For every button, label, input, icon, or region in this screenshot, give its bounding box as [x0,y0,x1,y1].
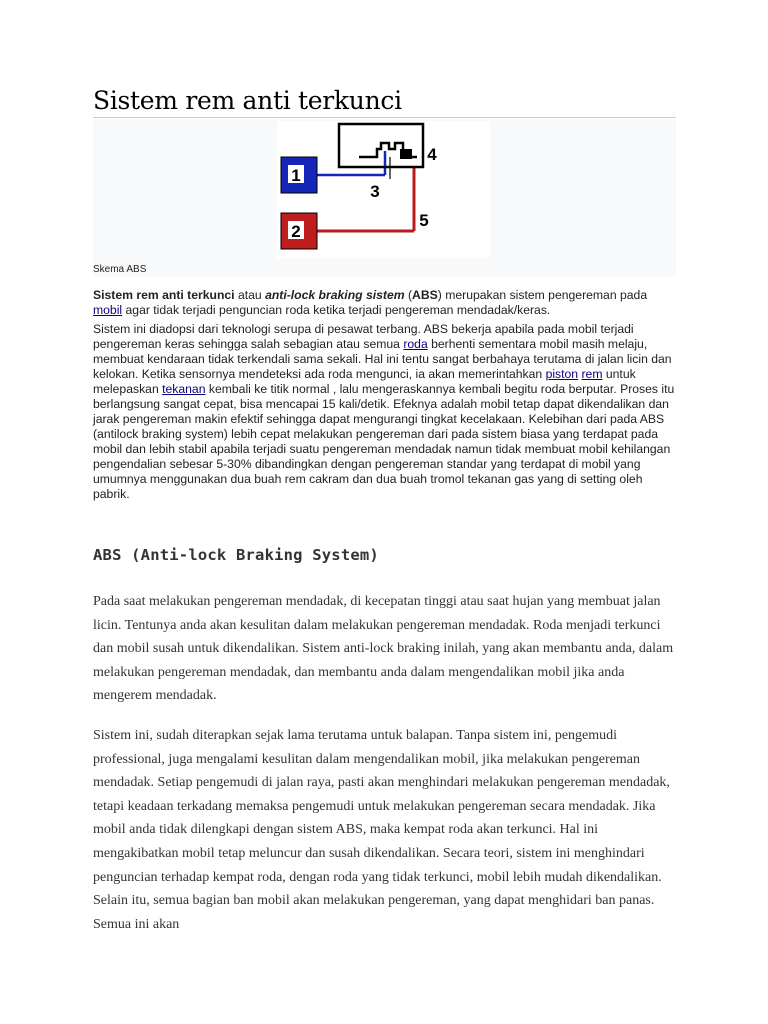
alt-term: anti-lock braking sistem [265,288,405,302]
link-piston[interactable]: piston [545,367,579,381]
text-span: berhenti sementara mobil masih melaju, membuat kendaraan tidak terkendali sama sekali. Hal ini tentu sangat berbahaya terutama di jalan licin dan kelokan. Ketika sensornya mendeteksi ada roda mengunci, ia akan memerintahkan [93,337,672,381]
title-divider [93,117,676,118]
diagram-label-2: 2 [291,222,301,241]
intro-paragraph [93,288,676,318]
text-span: ) merupakan sistem pengereman pada [437,288,648,302]
text-span: ( [404,288,413,302]
diagram-label-4: 4 [427,145,437,164]
link-rem[interactable]: rem [581,367,603,381]
text-span: Sistem ini diadopsi dari teknologi serupa di pesawat terbang. ABS bekerja apabila pada mobil terjadi pengereman keras sehingga salah sebagian atau semua [93,322,634,351]
figure-caption: Skema ABS [93,264,147,275]
abs-figure [93,119,676,277]
link-mobil[interactable]: mobil [93,303,123,317]
body-paragraph [93,322,676,502]
abs-schematic-diagram [277,121,490,258]
article-title: Sistem rem anti terkunci [93,86,402,115]
section-heading: ABS (Anti-lock Braking System) [93,546,379,564]
text-span: atau [234,288,266,302]
link-roda[interactable]: roda [403,337,428,351]
bold-term: Sistem rem anti terkunci [93,288,235,302]
link-tekanan[interactable]: tekanan [162,382,206,396]
diagram-label-1: 1 [291,166,301,185]
abbr-term: ABS [412,288,438,302]
blog-paragraph-2: Sistem ini, sudah diterapkan sejak lama terutama untuk balapan. Tanpa sistem ini, pengemudi professional, juga mengalami kesulitan dalam mengendalikan mobil, jika melakukan pengereman mendadak. Setiap pengemudi di jalan raya, pasti akan menghindari melakukan pengereman mendadak, tetapi keadaan terkadang memaksa pengemudi untuk melakukan pengereman secara mendadak. Jika mobil anda tidak dilengkapi dengan sistem ABS, maka kempat roda akan terkunci. Hal ini mengakibatkan mobil tetap meluncur dan susah dikendalikan. Secara teori, sistem ini menghindari penguncian terhadap kempat roda, dengan roda yang tidak terkunci, mobil lebih mudah dikendalikan. Selain itu, semua bagian ban mobil akan melakukan pengereman, yang dapat menghidari ban panas. Semua ini akan [93,728,670,932]
text-span: kembali ke titik normal , lalu mengeraskannya kembali begitu roda berputar. Proses itu berlangsung sangat cepat, bisa mencapai 15 kali/detik. Efeknya adalah mobil tetap dapat dikendalikan dan jarak pengereman makin efektif sehingga dapat mengurangi tingkat kecelakaan. Kelebihan dari pada ABS (antilock braking system) lebih cepat melakukan pengereman dari pada sistem biasa yang terdapat pada mobil dan lebih stabil apabila terjadi suatu pengereman mendadak namun tidak membuat mobil kehilangan pengendalian sebesar 5-30% dibandingkan dengan pengereman standar yang terdapat di mobil yang umumnya menggunakan dua buah rem cakram dan dua buah tromol tekanan gas yang di setting oleh pabrik. [93,382,675,501]
blog-paragraph-1: Pada saat melakukan pengereman mendadak, di kecepatan tinggi atau saat hujan yang membuat jalan licin. Tentunya anda akan kesulitan dalam melakukan pengereman mendadak. Roda menjadi terkunci dan mobil susah untuk dikendalikan. Sistem anti-lock braking inilah, yang akan membantu anda, dalam melakukan pengereman mendadak, dan membantu anda dalam mengendalikan mobil jika anda mengerem mendadak. [93,594,674,704]
diagram-label-3: 3 [370,182,380,201]
text-span: agar tidak terjadi penguncian roda ketika terjadi pengereman mendadak/keras. [122,303,551,317]
text-span: untuk melepaskan [93,367,636,396]
sensor-block [400,149,412,159]
diagram-label-5: 5 [419,211,429,230]
